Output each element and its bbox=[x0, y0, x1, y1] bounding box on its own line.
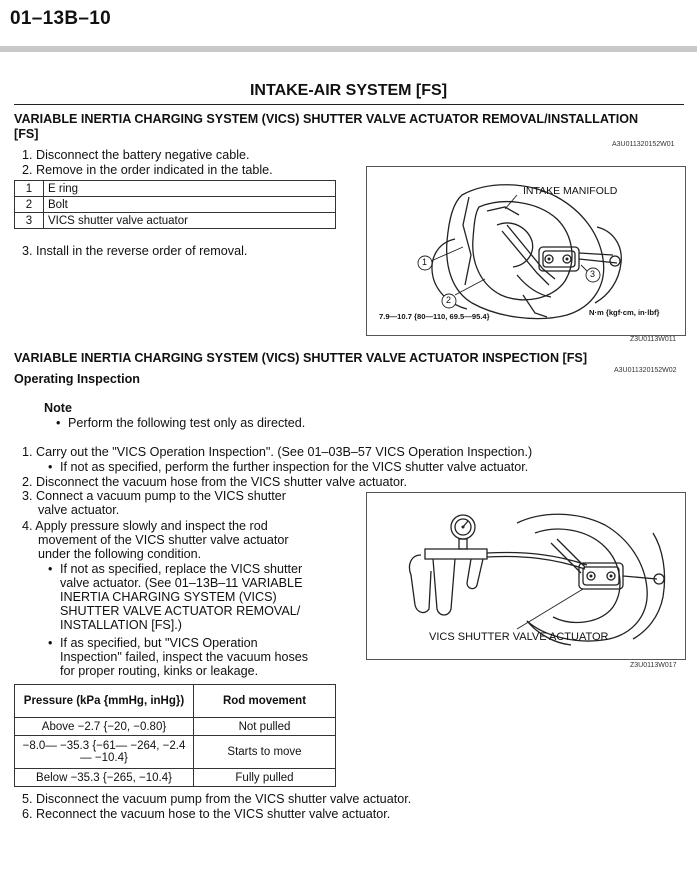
part-name: E ring bbox=[44, 181, 336, 197]
inspection-bullet-b-line-2: Inspection" failed, inspect the vacuum hoses bbox=[60, 650, 309, 664]
inspection-bullet-b-line-3: for proper routing, kinks or leakage. bbox=[60, 664, 259, 678]
inspection-bullet-a-line-2: valve actuator. (See 01–13B–11 VARIABLE bbox=[60, 576, 303, 590]
removal-step-3: 3. Install in the reverse order of removal. bbox=[22, 244, 248, 258]
callout-3: 3 bbox=[590, 269, 596, 279]
inspection-step-4-line-2: movement of the VICS shutter valve actuator bbox=[38, 533, 289, 547]
table-header-row bbox=[15, 685, 336, 718]
removal-figure-code: Z3U0113W011 bbox=[630, 336, 677, 343]
inspection-step-3-line-1: 3. Connect a vacuum pump to the VICS shutter bbox=[22, 489, 286, 503]
operating-inspection-subheading: Operating Inspection bbox=[14, 372, 140, 386]
table-row bbox=[15, 718, 336, 736]
part-number: 2 bbox=[15, 197, 44, 213]
actuator-label: VICS SHUTTER VALVE ACTUATOR bbox=[429, 631, 609, 643]
intake-manifold-label: INTAKE MANIFOLD bbox=[523, 185, 618, 197]
part-name: Bolt bbox=[44, 197, 336, 213]
inspection-bullet-a-line-5: INSTALLATION [FS].) bbox=[60, 618, 182, 632]
vacuum-figure-code: Z3U0113W017 bbox=[630, 662, 677, 669]
inspection-step-3-line-2: valve actuator. bbox=[38, 503, 120, 517]
inspection-step-5: 5. Disconnect the vacuum pump from the VICS shutter valve actuator. bbox=[22, 792, 412, 806]
table-row bbox=[15, 197, 336, 213]
movement-cell: Starts to move bbox=[194, 736, 336, 769]
torque-spec: 7.9—10.7 {80—110, 69.5—95.4} bbox=[379, 312, 490, 321]
removal-step-1: 1. Disconnect the battery negative cable. bbox=[22, 148, 250, 162]
inspection-step-4-line-3: under the following condition. bbox=[38, 547, 202, 561]
header-rod-movement: Rod movement bbox=[194, 685, 336, 718]
inspection-code: A3U011320152W02 bbox=[614, 367, 677, 374]
inspection-heading: VARIABLE INERTIA CHARGING SYSTEM (VICS) SHUTTER VALVE ACTUATOR INSPECTION [FS] bbox=[14, 351, 588, 365]
removal-figure bbox=[366, 166, 686, 336]
part-number: 1 bbox=[15, 181, 44, 197]
movement-cell: Not pulled bbox=[194, 718, 336, 736]
removal-heading: VARIABLE INERTIA CHARGING SYSTEM (VICS) SHUTTER VALVE ACTUATOR REMOVAL/INSTALLATION bbox=[14, 112, 639, 126]
movement-cell: Fully pulled bbox=[194, 769, 336, 787]
page-number: 01–13B–10 bbox=[10, 8, 111, 29]
removal-step-2: 2. Remove in the order indicated in the table. bbox=[22, 163, 273, 177]
header-pressure: Pressure (kPa {mmHg, inHg}) bbox=[15, 685, 194, 718]
pressure-cell: Above −2.7 {−20, −0.80} bbox=[15, 718, 194, 736]
callout-2: 2 bbox=[446, 295, 452, 305]
inspection-step-6: 6. Reconnect the vacuum hose to the VICS shutter valve actuator. bbox=[22, 807, 391, 821]
pressure-cell: Below −35.3 {−265, −10.4} bbox=[15, 769, 194, 787]
inspection-bullet-a-line-4: SHUTTER VALVE ACTUATOR REMOVAL/ bbox=[60, 604, 301, 618]
torque-units: N·m {kgf·cm, in·lbf} bbox=[589, 308, 660, 317]
part-number: 3 bbox=[15, 213, 44, 229]
rod-movement-table bbox=[14, 684, 336, 787]
inspection-step-4-line-1: 4. Apply pressure slowly and inspect the rod bbox=[22, 519, 268, 533]
table-row bbox=[15, 736, 336, 769]
system-title: INTAKE-AIR SYSTEM [FS] bbox=[249, 82, 448, 99]
removal-parts-table bbox=[14, 180, 336, 229]
removal-heading-cont: [FS] bbox=[14, 127, 39, 141]
title-underline bbox=[14, 104, 684, 105]
inspection-bullet-a-line-1: • If not as specified, replace the VICS shutter bbox=[60, 562, 302, 576]
note-title: Note bbox=[44, 401, 72, 415]
header-divider bbox=[0, 46, 697, 52]
pressure-cell: −8.0— −35.3 {−61— −264, −2.4— −10.4} bbox=[15, 736, 194, 769]
table-row bbox=[15, 213, 336, 229]
inspection-bullet-a-line-3: INERTIA CHARGING SYSTEM (VICS) bbox=[60, 590, 277, 604]
inspection-bullet-b-line-1: • If as specified, but "VICS Operation bbox=[60, 636, 258, 650]
inspection-step-1: 1. Carry out the "VICS Operation Inspection". (See 01–03B–57 VICS Operation Inspection.) bbox=[22, 445, 533, 459]
table-row bbox=[15, 181, 336, 197]
note-bullet: • Perform the following test only as directed. bbox=[68, 416, 305, 430]
part-name: VICS shutter valve actuator bbox=[44, 213, 336, 229]
table-row bbox=[15, 769, 336, 787]
removal-code: A3U011320152W01 bbox=[612, 141, 675, 148]
inspection-step-1-bullet: • If not as specified, perform the further inspection for the VICS shutter valve actuator. bbox=[60, 460, 528, 474]
callout-1: 1 bbox=[422, 257, 428, 267]
inspection-step-2: 2. Disconnect the vacuum hose from the VICS shutter valve actuator. bbox=[22, 475, 408, 489]
vacuum-test-figure bbox=[366, 492, 686, 660]
